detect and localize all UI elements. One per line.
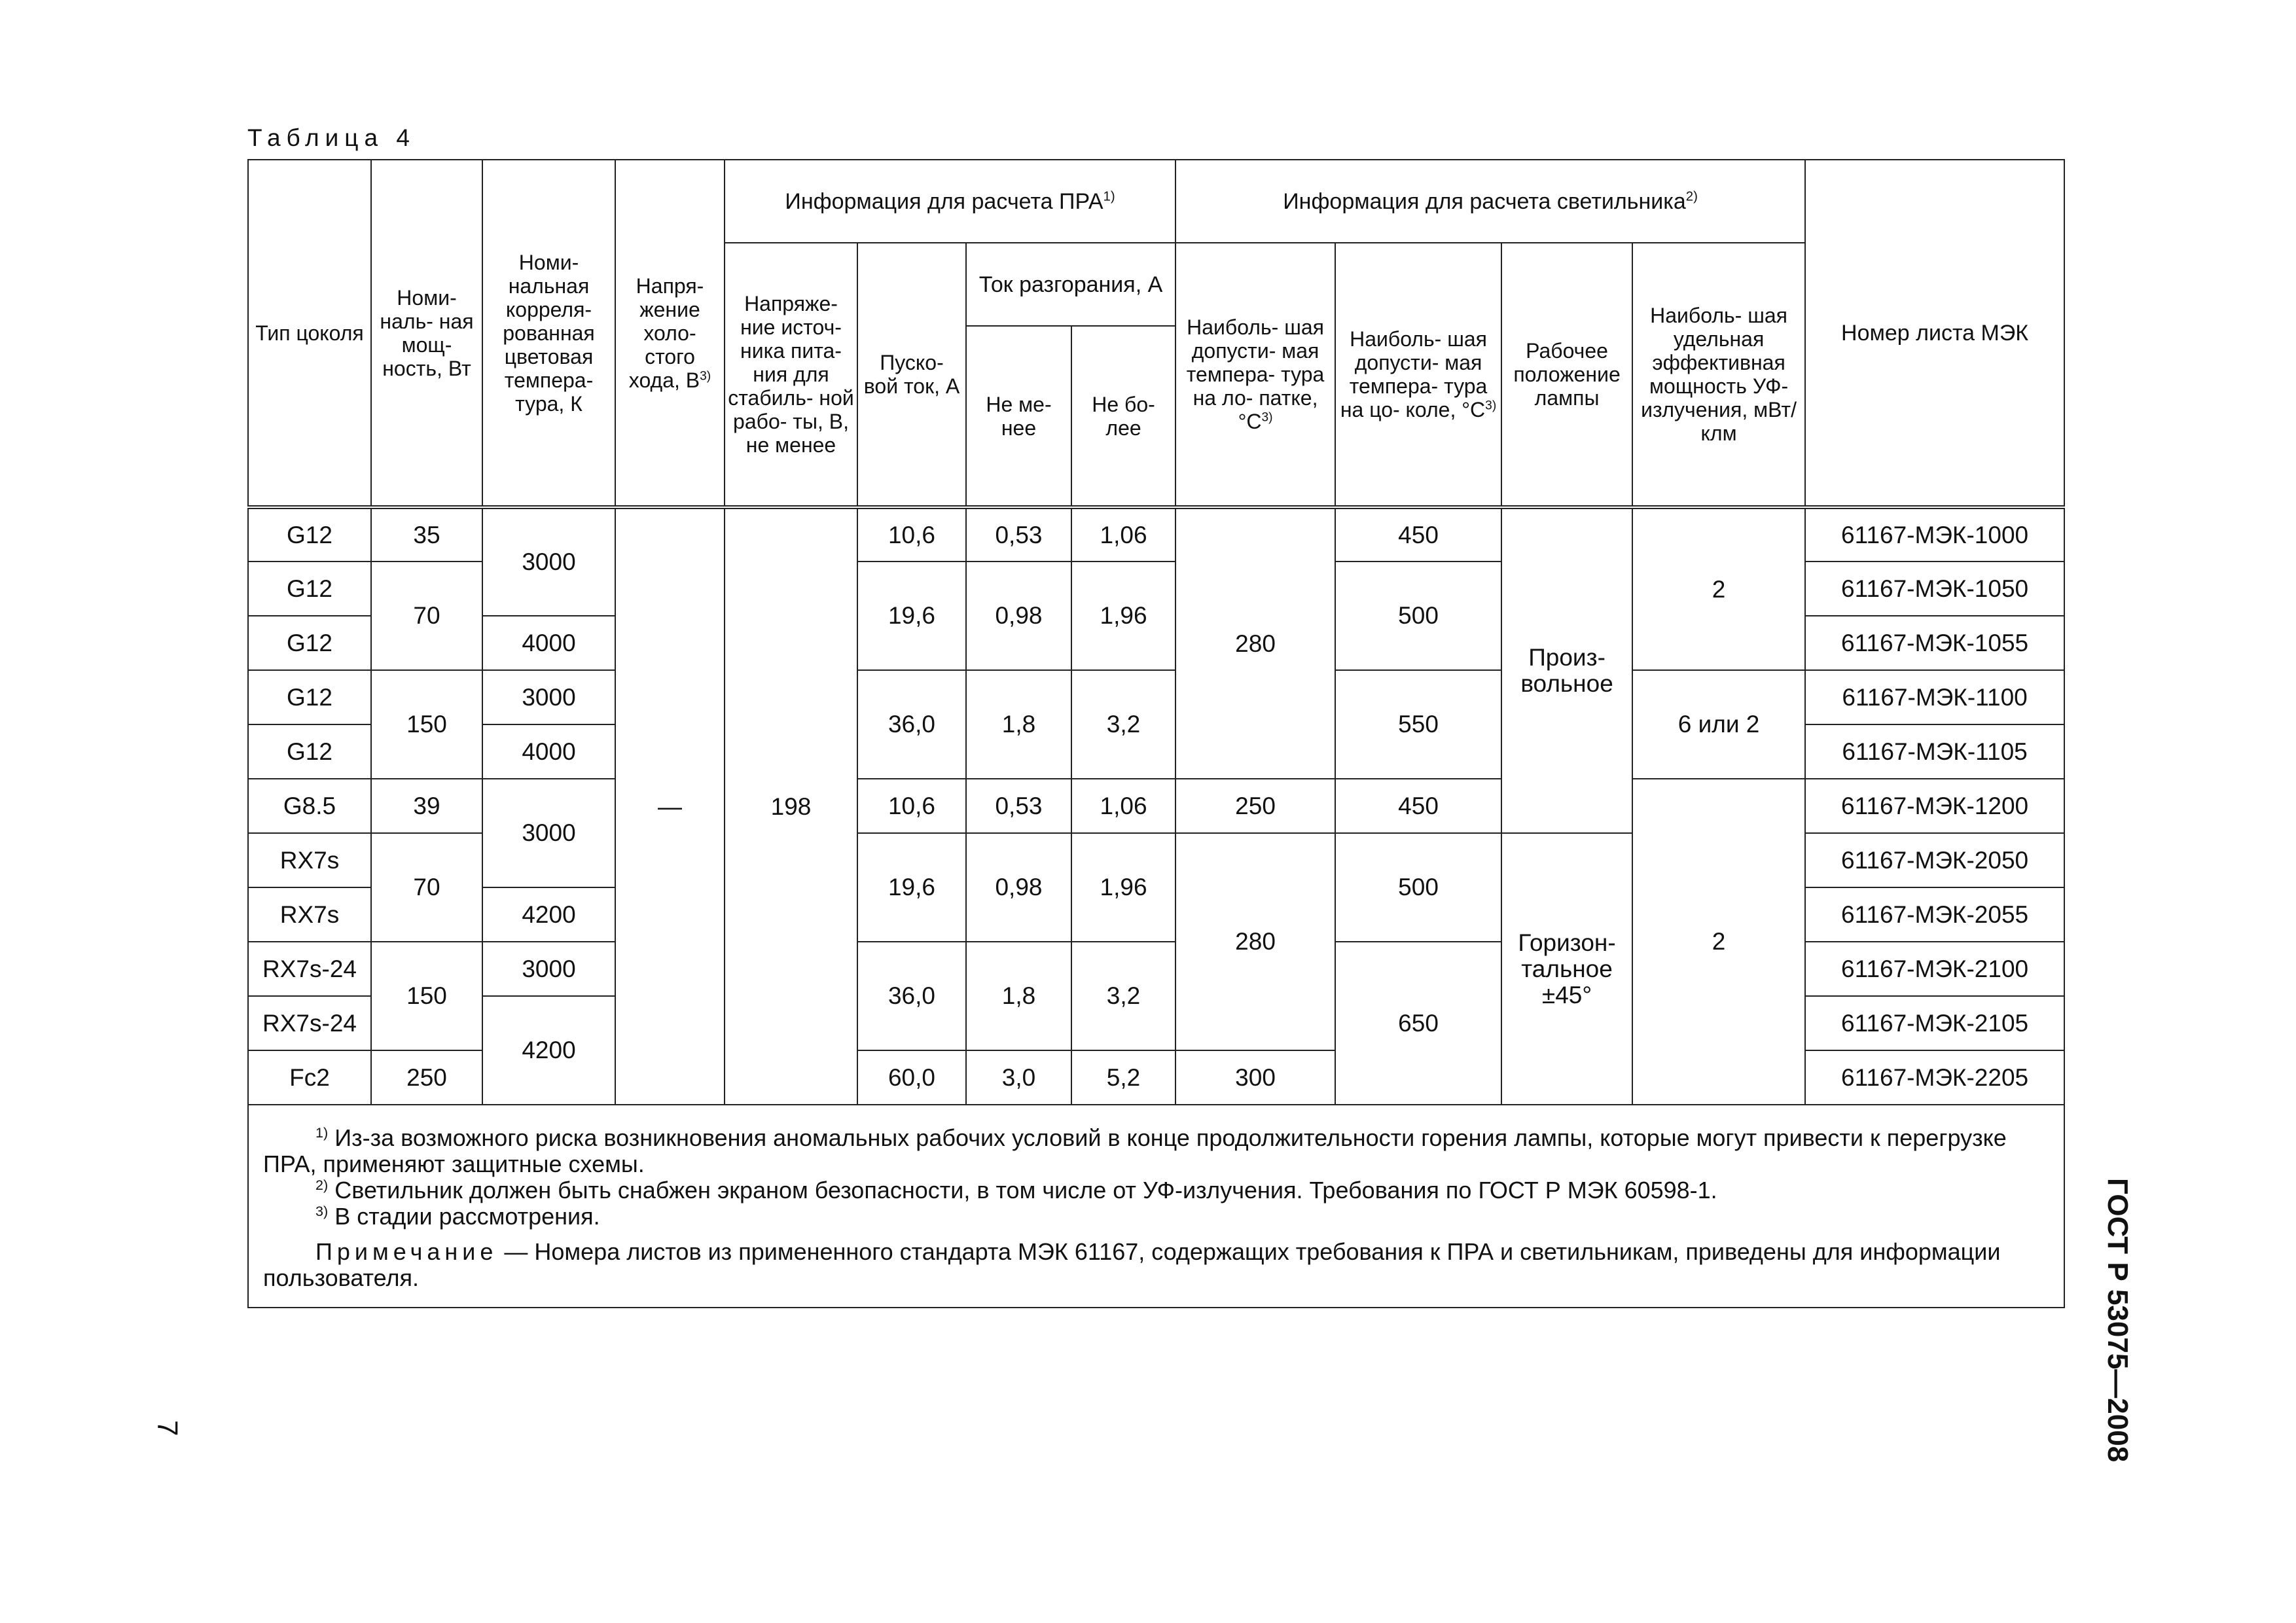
cell-max-current: 3,2 [1071,670,1175,779]
cell-base: G12 [248,562,371,616]
cell-cap-temp: 450 [1335,507,1501,562]
cell-sheet: 61167-МЭК-2205 [1805,1050,2064,1105]
th-iec-sheet: Номер листа МЭК [1805,160,2064,507]
table-row [248,670,2064,724]
cell-sheet: 61167-МЭК-2100 [1805,942,2064,996]
cell-start: 60,0 [857,1050,966,1105]
cell-temp: 3000 [482,779,615,887]
cell-min-current: 1,8 [966,942,1071,1050]
cell-sheet: 61167-МЭК-1000 [1805,507,2064,562]
cell-cap-temp: 550 [1335,670,1501,779]
cell-uv: 2 [1632,779,1805,1105]
cell-uv: 2 [1632,507,1805,670]
cell-min-current: 0,98 [966,833,1071,942]
cell-sheet: 61167-МЭК-2105 [1805,996,2064,1050]
th-power: Номи- наль- ная мощ- ность, Вт [371,160,482,507]
cell-power: 35 [371,507,482,562]
cell-max-current: 5,2 [1071,1050,1175,1105]
footnotes [248,1105,2064,1308]
cell-min-current: 0,98 [966,562,1071,670]
th-ocv: Напря- жение холо- стого хода, $В^{3)}$ [615,160,725,507]
cell-base: Fc2 [248,1050,371,1105]
cell-sheet: 61167-МЭК-2055 [1805,887,2064,942]
cell-pinch-temp: 250 [1175,779,1335,833]
th-warmup-current: Ток разгорания, А [966,243,1175,326]
th-group-luminaire: Информация для расчета светильника$^{2)}$ [1175,160,1805,243]
cell-sheet: 61167-МЭК-2050 [1805,833,2064,887]
cell-temp: 3000 [482,942,615,996]
cell-min-current: 3,0 [966,1050,1071,1105]
cell-max-current: 1,96 [1071,833,1175,942]
th-supply-voltage: Напряже- ние источ- ника пита- ния для стабиль- ной рабо- ты, В, не менее [725,243,857,507]
cell-start: 36,0 [857,670,966,779]
cell-start: 36,0 [857,942,966,1050]
th-start-current: Пуско- вой ток, А [857,243,966,507]
table-note: Примечание — Номера листов из примененного стандарта МЭК 61167, содержащих требования к ПРА и светильникам, приведены для информации пользователя. [263,1238,2001,1291]
table-row [248,507,2064,562]
footnote-3: $^{3)}$ В стадии рассмотрения. [315,1203,600,1230]
cell-base: G12 [248,670,371,724]
th-not-more: Не бо- лее [1071,326,1175,507]
cell-power: 39 [371,779,482,833]
data-table [247,159,2065,1308]
cell-start: 10,6 [857,779,966,833]
cell-sheet: 61167-МЭК-1200 [1805,779,2064,833]
cell-max-current: 1,06 [1071,507,1175,562]
cell-start: 19,6 [857,833,966,942]
cell-power: 70 [371,562,482,670]
cell-cap-temp: 650 [1335,942,1501,1105]
cell-position: Произ- вольное [1501,507,1632,833]
cell-power: 150 [371,942,482,1050]
th-max-temp-pinch: Наиболь- шая допусти- мая темпера- тура на ло- патке, $^\circ С^{3)}$ [1175,243,1335,507]
cell-min-current: 0,53 [966,779,1071,833]
cell-sheet: 61167-МЭК-1050 [1805,562,2064,616]
footnote-1: $^{1)}$ Из-за возможного риска возникновения аномальных рабочих условий в конце продолжительности горения лампы, которые могут привести к перегрузке ПРА, применяют защитные схемы. [263,1124,2007,1177]
cell-pinch-temp: 280 [1175,507,1335,779]
cell-sheet: 61167-МЭК-1055 [1805,616,2064,670]
table-caption: Таблица 4 [247,124,416,151]
cell-base: RX7s [248,887,371,942]
cell-pinch-temp: 300 [1175,1050,1335,1105]
th-max-temp-cap: Наиболь- шая допусти- мая темпера- тура на цо- коле, $^\circ С^{3)}$ [1335,243,1501,507]
cell-start: 10,6 [857,507,966,562]
cell-supply: 198 [725,507,857,1105]
page-number: 7 [151,1420,183,1436]
cell-temp: 3000 [482,507,615,616]
cell-base: RX7s-24 [248,942,371,996]
cell-temp: 3000 [482,670,615,724]
cell-temp: 4000 [482,616,615,670]
th-burning-position: Рабочее положение лампы [1501,243,1632,507]
footnote-2: $^{2)}$ Светильник должен быть снабжен экраном безопасности, в том числе от УФ-излучения. Требования по ГОСТ Р МЭК 60598-1. [315,1177,1717,1204]
standard-designation: ГОСТ Р 53075—2008 [2102,1178,2134,1463]
cell-temp: 4000 [482,724,615,779]
cell-ocv: — [615,507,725,1105]
cell-base: G12 [248,616,371,670]
cell-sheet: 61167-МЭК-1105 [1805,724,2064,779]
cell-base: RX7s [248,833,371,887]
th-uv-power: Наиболь- шая удельная эффективная мощность УФ-излучения, мВт/клм [1632,243,1805,507]
cell-uv: 6 или 2 [1632,670,1805,779]
cell-base: G8.5 [248,779,371,833]
cell-min-current: 1,8 [966,670,1071,779]
th-not-less: Не ме- нее [966,326,1071,507]
cell-min-current: 0,53 [966,507,1071,562]
cell-cap-temp: 500 [1335,833,1501,942]
th-group-ballast: Информация для расчета ПРА$^{1)}$ [725,160,1175,243]
cell-base: G12 [248,724,371,779]
cell-pinch-temp: 280 [1175,833,1335,1050]
cell-sheet: 61167-МЭК-1100 [1805,670,2064,724]
cell-temp: 4200 [482,996,615,1105]
cell-power: 70 [371,833,482,942]
cell-max-current: 1,06 [1071,779,1175,833]
th-color-temp: Номи- нальная корреля- рованная цветовая темпера- тура, К [482,160,615,507]
cell-max-current: 3,2 [1071,942,1175,1050]
cell-power: 150 [371,670,482,779]
cell-cap-temp: 500 [1335,562,1501,670]
cell-power: 250 [371,1050,482,1105]
cell-base: G12 [248,507,371,562]
cell-base: RX7s-24 [248,996,371,1050]
cell-cap-temp: 450 [1335,779,1501,833]
cell-start: 19,6 [857,562,966,670]
cell-temp: 4200 [482,887,615,942]
cell-max-current: 1,96 [1071,562,1175,670]
table-row [248,779,2064,833]
th-base-type: Тип цоколя [248,160,371,507]
cell-position: Горизон- тальное ±45° [1501,833,1632,1105]
